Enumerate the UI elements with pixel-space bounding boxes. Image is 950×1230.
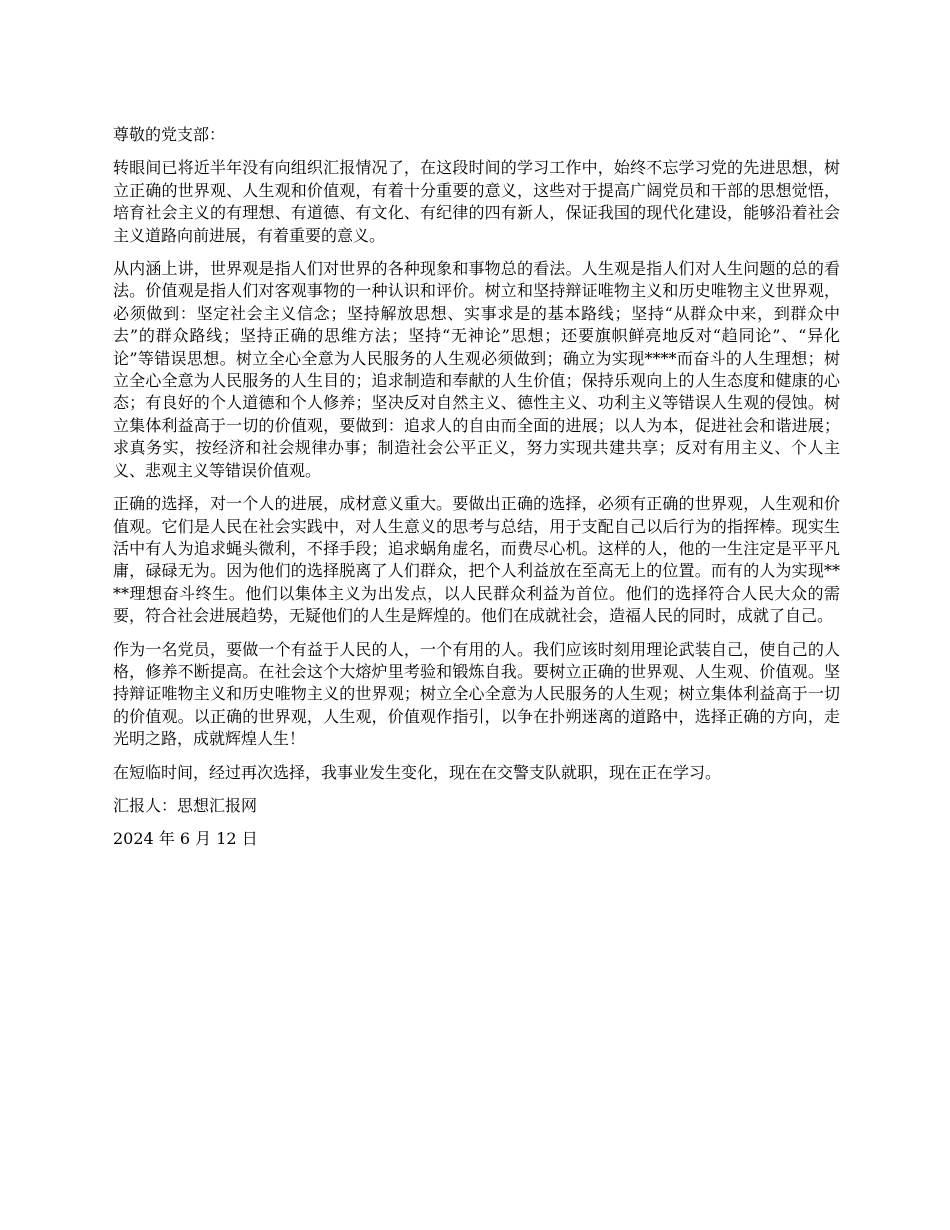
signature: 汇报人：思想汇报网 — [113, 795, 258, 815]
paragraph-2: 从内涵上讲，世界观是指人们对世界的各种现象和事物总的看法。人生观是指人们对人生问题的总的看法。价值观是指人们对客观事物的一种认识和评价。树立和坚持辩证唯物主义和历史唯物主义世界观，必须做到：坚定社会主义信念；坚持解放思想、实事求是的基本路线；坚持“从群众中来，到群众中去”的群众路线；坚持正确的思维方法；坚持“无神论”思想；还要旗帜鲜亮地反对“趋同论”、“异化论”等错误思想。树立全心全意为人民服务的人生观必须做到；确立为实现****而奋斗的人生理想；树立全心全意为人民服务的人生目的；追求制造和奉献的人生价值；保持乐观向上的人生态度和健康的心态；有良好的个人道德和个人修养；坚决反对自然主义、德性主义、功利主义等错误人生观的侵蚀。树立集体利益高于一切的价值观，要做到：追求人的自由而全面的进展；以人为本，促进社会和谐进展；求真务实，按经济和社会规律办事；制造社会公平正义，努力实现共建共享；反对有用主义、个人主义、悲观主义等错误价值观。 — [113, 259, 840, 480]
paragraph-1: 转眼间已将近半年没有向组织汇报情况了，在这段时间的学习工作中，始终不忘学习党的先进思想，树立正确的世界观、人生观和价值观，有着十分重要的意义，这些对于提高广阔党员和干部的思想觉悟，培育社会主义的有理想、有道德、有文化、有纪律的四有新人，保证我国的现代化建设，能够沿着社会主义道路向前进展，有着重要的意义。 — [113, 158, 840, 245]
salutation: 尊敬的党支部： — [113, 125, 226, 144]
letter-body — [113, 124, 840, 862]
paragraph-3: 正确的选择，对一个人的进展，成材意义重大。要做出正确的选择，必须有正确的世界观，人生观和价值观。它们是人民在社会实践中，对人生意义的思考与总结，用于支配自己以后行为的指挥棒。现实生活中有人为追求蝇头微利，不择手段；追求蜗角虚名，而费尽心机。这样的人，他的一生注定是平平凡庸，碌碌无为。因为他们的选择脱离了人们群众，把个人利益放在至高无上的位置。而有的人为实现****理想奋斗终生。他们以集体主义为出发点，以人民群众利益为首位。他们的选择符合人民大众的需要，符合社会进展趋势，无疑他们的人生是辉煌的。他们在成就社会，造福人民的同时，成就了自己。 — [113, 494, 840, 626]
paragraph-4: 作为一名党员，要做一个有益于人民的人，一个有用的人。我们应该时刻用理论武装自己，使自己的人格，修养不断提高。在社会这个大熔炉里考验和锻炼自我。要树立正确的世界观、人生观、价值观。坚持辩证唯物主义和历史唯物主义的世界观；树立全心全意为人民服务的人生观；树立集体利益高于一切的价值观。以正确的世界观，人生观，价值观作指引，以争在扑朔迷离的道路中，选择正确的方向，走光明之路，成就辉煌人生！ — [113, 639, 840, 749]
date: 2024 年 6 月 12 日 — [113, 829, 258, 849]
paragraph-5: 在短临时间，经过再次选择，我事业发生变化，现在在交警支队就职，现在正在学习。 — [113, 762, 722, 782]
